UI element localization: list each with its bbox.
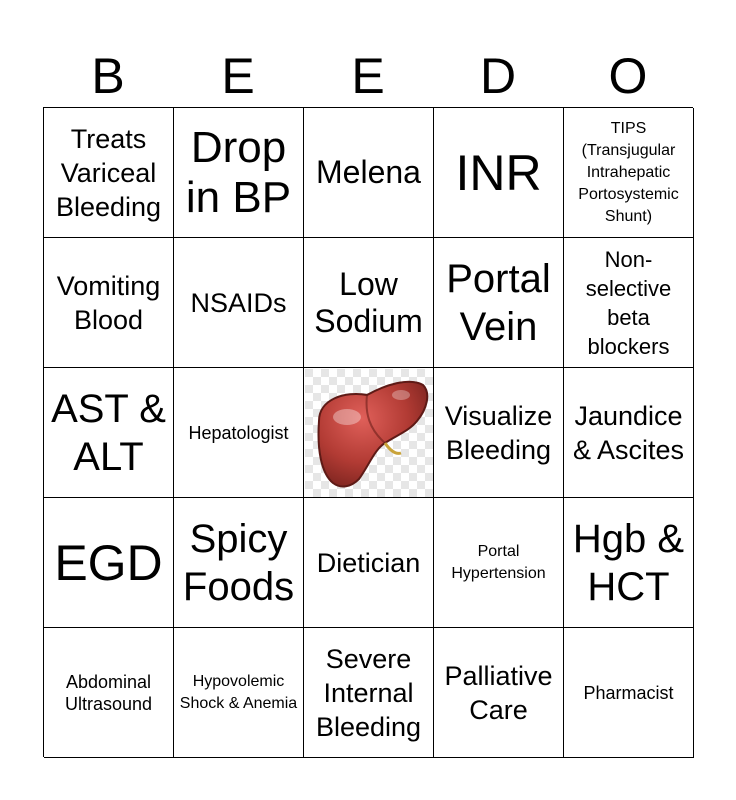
bingo-cell[interactable] [44, 498, 174, 628]
bingo-cell[interactable] [434, 498, 564, 628]
bingo-cell[interactable] [174, 368, 304, 498]
bingo-cell[interactable] [434, 238, 564, 368]
header-letter-e: E [221, 48, 255, 104]
bingo-cell[interactable] [44, 238, 174, 368]
cell-text: Jaundice & Ascites [572, 400, 685, 465]
header-letter-b: B [91, 48, 125, 104]
cell-text: Hgb & HCT [572, 516, 685, 609]
cell-text: EGD [54, 534, 163, 591]
bingo-cell[interactable] [174, 108, 304, 238]
bingo-card [43, 107, 693, 757]
bingo-cell[interactable] [174, 238, 304, 368]
bingo-cell[interactable] [174, 628, 304, 758]
header-letter-d: D [479, 48, 517, 104]
cell-text: Dietician [316, 547, 421, 578]
cell-text: Non-selective beta blockers [585, 246, 672, 359]
cell-text: NSAIDs [190, 287, 287, 318]
bingo-cell[interactable] [564, 368, 694, 498]
free-space[interactable] [304, 368, 434, 498]
bingo-cell[interactable] [564, 498, 694, 628]
cell-text: Melena [316, 154, 421, 190]
header-letter-e-2: E [351, 48, 385, 104]
cell-text: TIPS (Transjugular Intrahepatic Portosystemic Shunt) [578, 119, 679, 225]
bingo-cell[interactable] [304, 498, 434, 628]
bingo-cell[interactable] [434, 368, 564, 498]
bingo-header [43, 45, 693, 107]
bingo-cell[interactable] [304, 238, 434, 368]
cell-text: Drop in BP [185, 122, 292, 222]
header-letter-o: O [608, 48, 648, 104]
cell-text: Severe Internal Bleeding [315, 643, 422, 742]
cell-text: INR [455, 144, 542, 201]
bingo-cell[interactable] [564, 238, 694, 368]
bingo-cell[interactable] [304, 628, 434, 758]
cell-text: Abdominal Ultrasound [64, 671, 153, 714]
bingo-cell[interactable] [44, 368, 174, 498]
liver-icon [305, 369, 433, 497]
cell-text: Pharmacist [583, 682, 674, 703]
cell-text: Palliative Care [444, 660, 553, 725]
bingo-cell[interactable] [44, 108, 174, 238]
cell-text: Portal Hypertension [451, 542, 546, 582]
cell-text: Low Sodium [314, 265, 423, 339]
cell-text: Spicy Foods [182, 516, 295, 609]
bingo-cell[interactable] [434, 108, 564, 238]
cell-text: AST & ALT [51, 386, 166, 479]
bingo-cell[interactable] [564, 628, 694, 758]
cell-text: Treats Variceal Bleeding [55, 123, 162, 222]
cell-text: Hepatologist [188, 422, 289, 443]
bingo-cell[interactable] [434, 628, 564, 758]
cell-text: Hypovolemic Shock & Anemia [179, 672, 298, 712]
cell-text: Portal Vein [446, 256, 551, 349]
cell-text: Vomiting Blood [56, 270, 161, 335]
bingo-cell[interactable] [564, 108, 694, 238]
bingo-cell[interactable] [304, 108, 434, 238]
cell-text: Visualize Bleeding [444, 400, 553, 465]
bingo-cell[interactable] [174, 498, 304, 628]
bingo-cell[interactable] [44, 628, 174, 758]
